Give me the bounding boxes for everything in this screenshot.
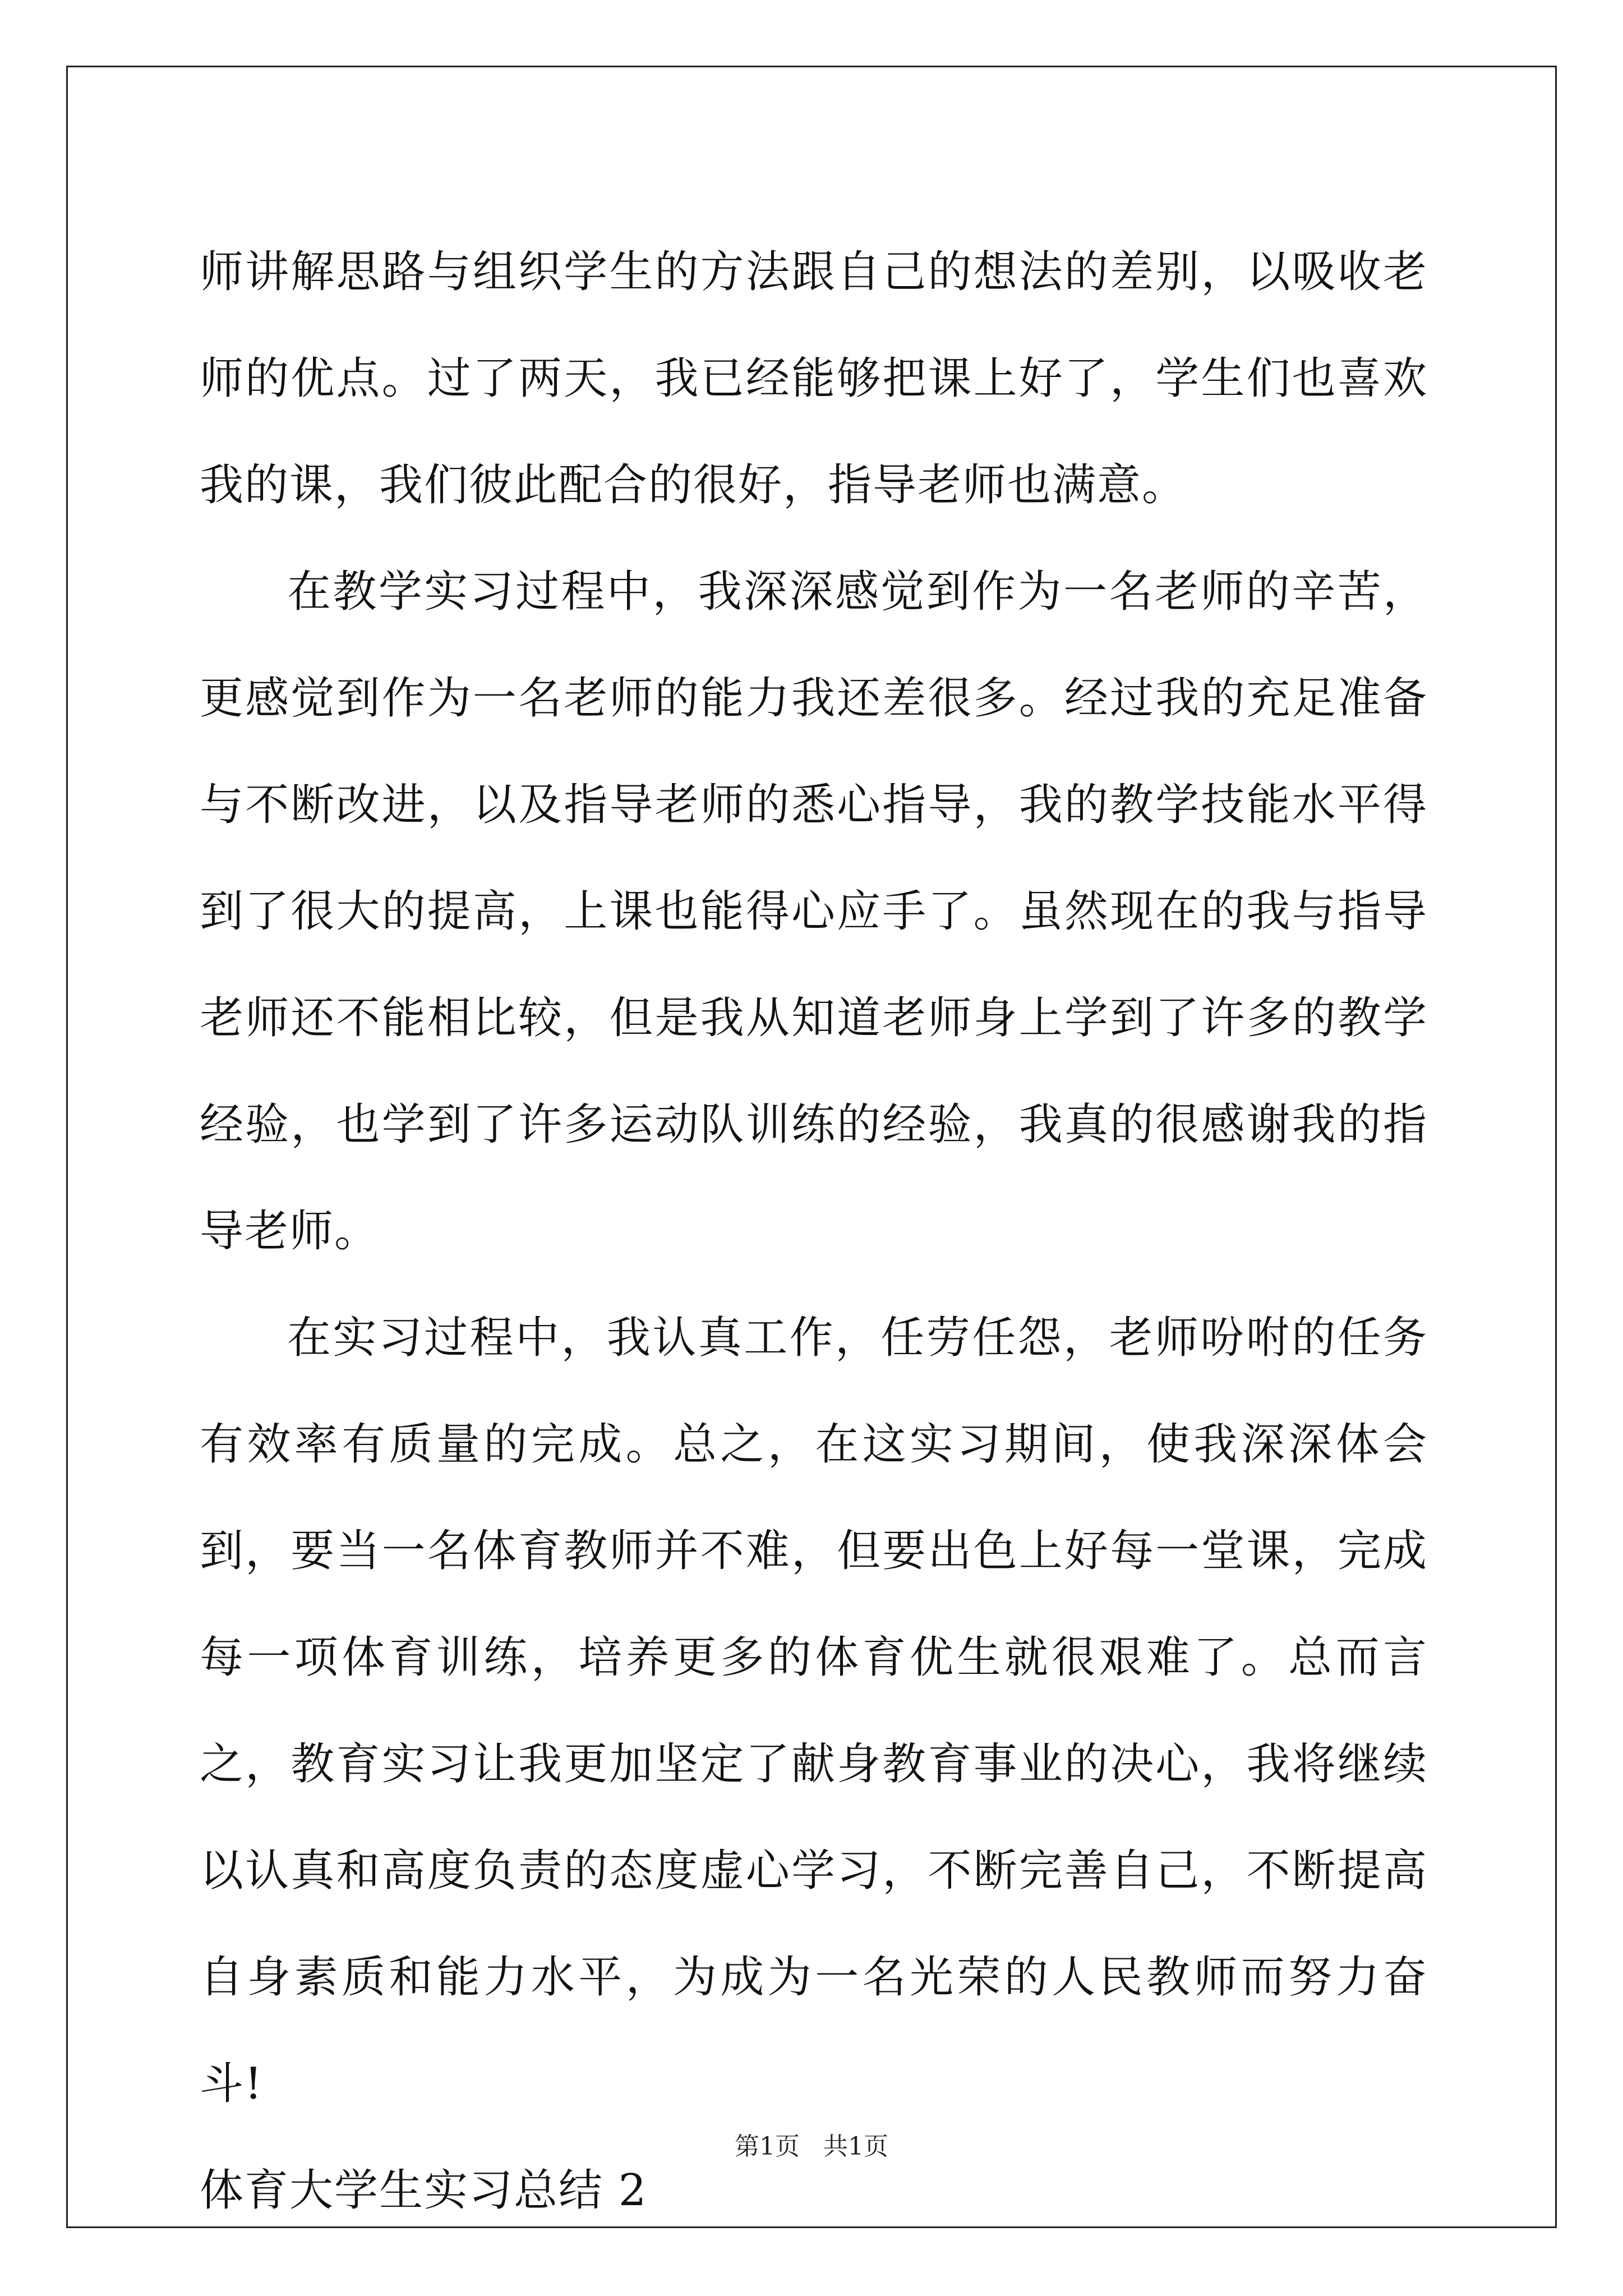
page-footer: 第1页 共1页 [735, 2132, 888, 2161]
paragraph-internship-summary: 在实习过程中，我认真工作，任劳任怨，老师吩咐的任务有效率有质量的完成。总之，在这实习期间，使我深深体会到，要当一名体育教师并不难，但要出色上好每一堂课，完成每一项体育训练，培养更多的体育优生就很艰难了。总而言之，教育实习让我更加坚定了献身教育事业的决心，我将继续以认真和高度负责的态度虚心学习，不断完善自己，不断提高自身素质和能力水平，为成为一名光荣的人民教师而努力奋斗! [200, 1313, 1428, 2109]
paragraph-continuation: 师讲解思路与组织学生的方法跟自己的想法的差别，以吸收老师的优点。过了两天，我已经能够把课上好了，学生们也喜欢我的课，我们彼此配合的很好，指导老师也满意。 [200, 247, 1428, 510]
paragraph-teaching-practice: 在教学实习过程中，我深深感觉到作为一名老师的辛苦，更感觉到作为一名老师的能力我还差很多。经过我的充足准备与不断改进，以及指导老师的悉心指导，我的教学技能水平得到了很大的提高，上课也能得心应手了。虽然现在的我与指导老师还不能相比较，但是我从知道老师身上学到了许多的教学经验，也学到了许多运动队训练的经验，我真的很感谢我的指导老师。 [200, 567, 1428, 1257]
document-body [200, 219, 1428, 2244]
section-heading: 体育大学生实习总结 2 [200, 2165, 648, 2216]
